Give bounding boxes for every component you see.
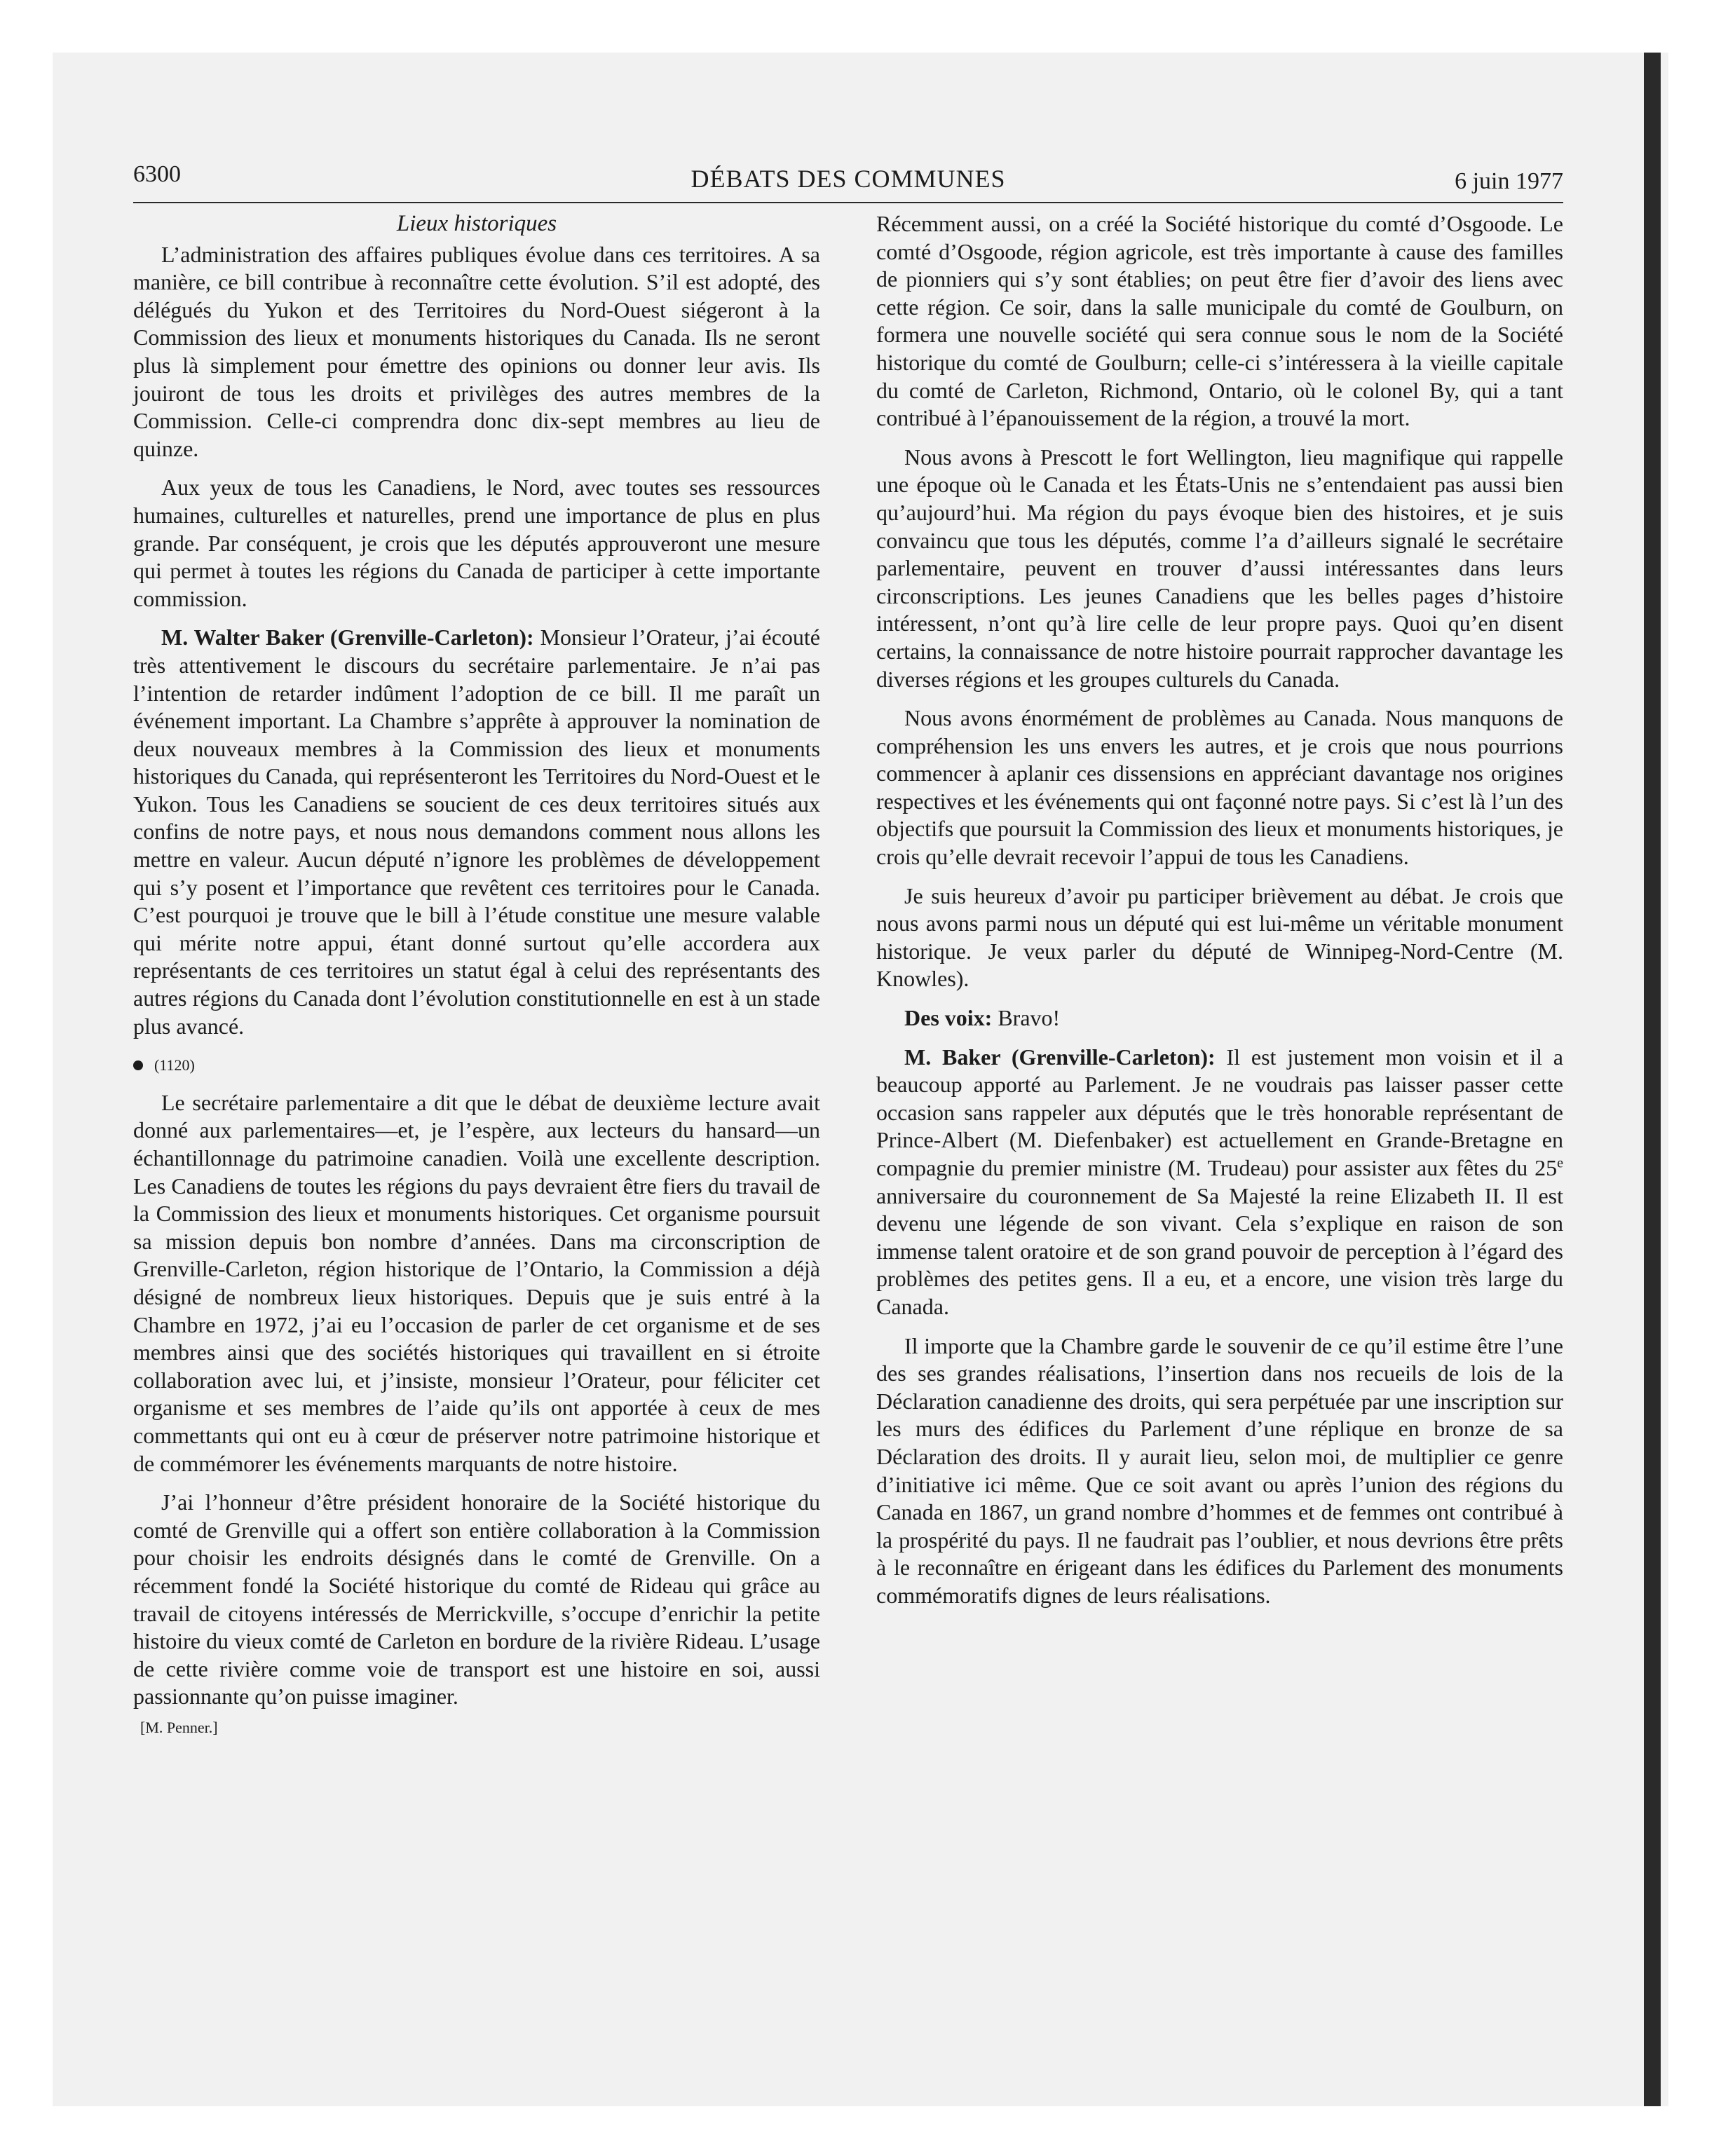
publication-title: DÉBATS DES COMMUNES bbox=[690, 165, 1006, 193]
ordinal-suffix: e bbox=[1557, 1155, 1563, 1171]
speech-paragraph bbox=[876, 1044, 1563, 1321]
paragraph: Il importe que la Chambre garde le souvenir de ce qu’il estime être l’une des ses grandes réalisations, l’insertion dans nos recueils de lois de la Déclaration canadienne des droits, qui sera perpétuée par une inscription sur les murs des édifices du Parlement d’une réplique en bronze de sa Déclaration des droits. Il y aurait lieu, selon moi, de multiplier ce genre d’initiative ici même. Que ce soit avant ou après l’union des régions du Canada en 1867, un grand nombre d’hommes et de femmes ont contribué à la prospérité du pays. Il ne faudrait pas l’oublier, et nous devrions être prêts à le reconnaître en érigeant dans les édifices du Parlement des monuments commémoratifs dignes de leurs réalisations. bbox=[876, 1332, 1563, 1608]
page-header bbox=[133, 160, 1563, 203]
section-heading: Lieux historiques bbox=[396, 211, 557, 236]
paragraph: Je suis heureux d’avoir pu participer brièvement au débat. Je crois que nous avons parmi nous un député qui est lui-même un véritable monument historique. Je veux parler du député de Winnipeg-Nord-Centre (M. Knowles). bbox=[876, 882, 1563, 992]
time-marker-label: (1120) bbox=[154, 1056, 195, 1074]
speaker-name: M. Walter Baker (Grenville-Carleton): bbox=[161, 625, 534, 650]
paragraph: Aux yeux de tous les Canadiens, le Nord, avec toutes ses ressources humaines, culturelles et naturelles, prend une importance de plus en plus grande. Par conséquent, je crois que les députés approuveront une mesure qui permet à toutes les régions du Canada de participer à cette importante commission. bbox=[133, 475, 820, 611]
time-marker bbox=[133, 1051, 820, 1079]
speech-text: Bravo! bbox=[992, 1005, 1061, 1031]
paragraph: Le secrétaire parlementaire a dit que le débat de deuxième lecture avait donné aux parlementaires—et, je l’espère, aux lecteurs du hansard—un échantillonnage du patrimoine canadien. Voilà une excellente description. Les Canadiens de toutes les régions du pays devraient être fiers du travail de la Commission des lieux et monuments historiques. Cet organisme poursuit sa mission depuis bon nombre d’années. Dans ma circonscription de Grenville-Carleton, région historique de l’Ontario, la Commission a déjà désigné de nombreux lieux historiques. Depuis que je suis entré à la Chambre en 1972, j’ai eu l’occasion de parler de cet organisme et de ses membres ainsi que des sociétés historiques qui travaillent en si étroite collaboration avec lui, et j’insiste, monsieur l’Orateur, pour féliciter cet organisme et ses membres de l’aide qu’ils ont apportée à ceux de mes commettants qui ont eu à cœur de préserver notre patrimoine historique et de commémorer les événements marquants de notre histoire. bbox=[133, 1089, 820, 1476]
left-column bbox=[133, 210, 820, 1741]
speech-paragraph bbox=[133, 624, 820, 1040]
paragraph: Nous avons à Prescott le fort Wellington, lieu magnifique qui rappelle une époque où le Canada et les États-Unis ne s’entendaient pas aussi bien qu’aujourd’hui. Ma région du pays évoque bien des histoires, et je suis convaincu que tous les députés, comme l’a d’ailleurs signalé le secrétaire parlementaire, peuvent en trouver d’aussi intéressantes dans leurs circonscriptions. Les jeunes Canadiens que les belles pages d’histoire intéressent, n’ont qu’à lire celle de leur propre pays. Quoi qu’en disent certains, la connaissance de notre histoire pourrait rapprocher davantage les diverses régions et les groupes culturels du Canada. bbox=[876, 444, 1563, 692]
speech-text: Il est justement mon voisin et il a beaucoup apporté au Parlement. Je ne voudrais pas laisser passer cette occasion sans rappeler aux députés que le très honorable représentant de Prince-Albert (M. Diefenbaker) est actuellement en Grande-Bretagne en compagnie du premier ministre (M. Trudeau) pour assister aux fêtes du 25 bbox=[876, 1044, 1564, 1180]
speech-paragraph bbox=[876, 1004, 1563, 1032]
speaker-name: M. Baker (Grenville-Carleton): bbox=[904, 1044, 1216, 1070]
speech-text: Monsieur l’Orateur, j’ai écouté très attentivement le discours du secrétaire parlementaire. Je n’ai pas l’intention de retarder indûment l’adoption de ce bill. Il me paraît un événement important. La Chambre s’apprête à approuver la nomination de deux nouveaux membres à la Commission des lieux et monuments historiques du Canada, qui représenteront les Territoires du Nord-Ouest et le Yukon. Tous les Canadiens se soucient de ces deux territoires situés aux confins de notre pays, et nous nous demandons comment nous allons les mettre en valeur. Aucun député n’ignore les problèmes de développement qui s’y posent et l’importance que revêtent ces territoires pour le Canada. C’est pourquoi je trouve que le bill à l’étude constitue une mesure valable qui mérite notre appui, étant donné surtout qu’elle accordera aux représentants de ces territoires un statut égal à celui des représentants des autres régions du Canada dont l’évolution constitutionnelle en est à un stade plus avancé. bbox=[133, 625, 821, 1039]
paragraph: L’administration des affaires publiques évolue dans ces territoires. A sa manière, ce bill contribue à reconnaître cette évolution. S’il est adopté, des délégués du Yukon et des Territoires du Nord-Ouest siégeront à la Commission des lieux et monuments historiques du Canada. Ils ne seront plus là simplement pour émettre des opinions ou donner leur avis. Ils jouiront de tous les droits et privilèges des autres membres de la Commission. Celle-ci comprendra donc dix-sept membres au lieu de quinze. bbox=[133, 241, 820, 461]
paragraph: J’ai l’honneur d’être président honoraire de la Société historique du comté de Grenville qui a offert son entière collaboration à la Commission pour choisir les endroits désignés dans le comté de Grenville. On a récemment fondé la Société historique du comté de Rideau qui grâce au travail de citoyens intéressés de Merrickville, s’occupe d’enrichir la petite histoire du vieux comté de Carleton en bordure de la rivière Rideau. L’usage de cette rivière comme voie de transport est une histoire en soi, aussi passionnante qu’on puisse imaginer. bbox=[133, 1489, 820, 1710]
speech-text: anniversaire du couronnement de Sa Majesté la reine Elizabeth II. Il est devenu une légende de son vivant. Cela s’explique en raison de son immense talent oratoire et de son grand pouvoir de perception à l’égard des problèmes des petites gens. Il a eu, et a encore, une vision très large du Canada. bbox=[876, 1182, 1563, 1319]
continuation-note: [M. Penner.] bbox=[140, 1718, 218, 1736]
issue-date: 6 juin 1977 bbox=[1455, 168, 1563, 194]
right-column bbox=[876, 210, 1563, 1621]
bullet-icon bbox=[133, 1060, 143, 1070]
speaker-name: Des voix: bbox=[904, 1005, 993, 1031]
paragraph: Nous avons énormément de problèmes au Canada. Nous manquons de compréhension les uns envers les autres, et je crois que nous pourrions commencer à aplanir ces dissensions en appréciant davantage nos origines respectives et les événements qui ont façonné notre pays. Si c’est là l’un des objectifs que poursuit la Commission des lieux et monuments historiques, je crois qu’elle devrait recevoir l’appui de tous les Canadiens. bbox=[876, 705, 1563, 870]
page-edge-shadow bbox=[1644, 53, 1661, 2106]
page-number: 6300 bbox=[133, 161, 181, 187]
paragraph: Récemment aussi, on a créé la Société historique du comté d’Osgoode. Le comté d’Osgoode, région agricole, est très importante à cause des familles de pionniers qui s’y sont établies; on peut être fier d’avoir des liens avec cette région. Ce soir, dans la salle municipale du comté de Goulburn, on formera une nouvelle société qui sera connue sous le nom de la Société historique du comté de Goulburn; celle-ci s’intéressera à la vieille capitale du comté de Carleton, Richmond, Ontario, où le colonel By, qui a tant contribué à l’épanouissement de la région, a trouvé la mort. bbox=[876, 211, 1563, 431]
